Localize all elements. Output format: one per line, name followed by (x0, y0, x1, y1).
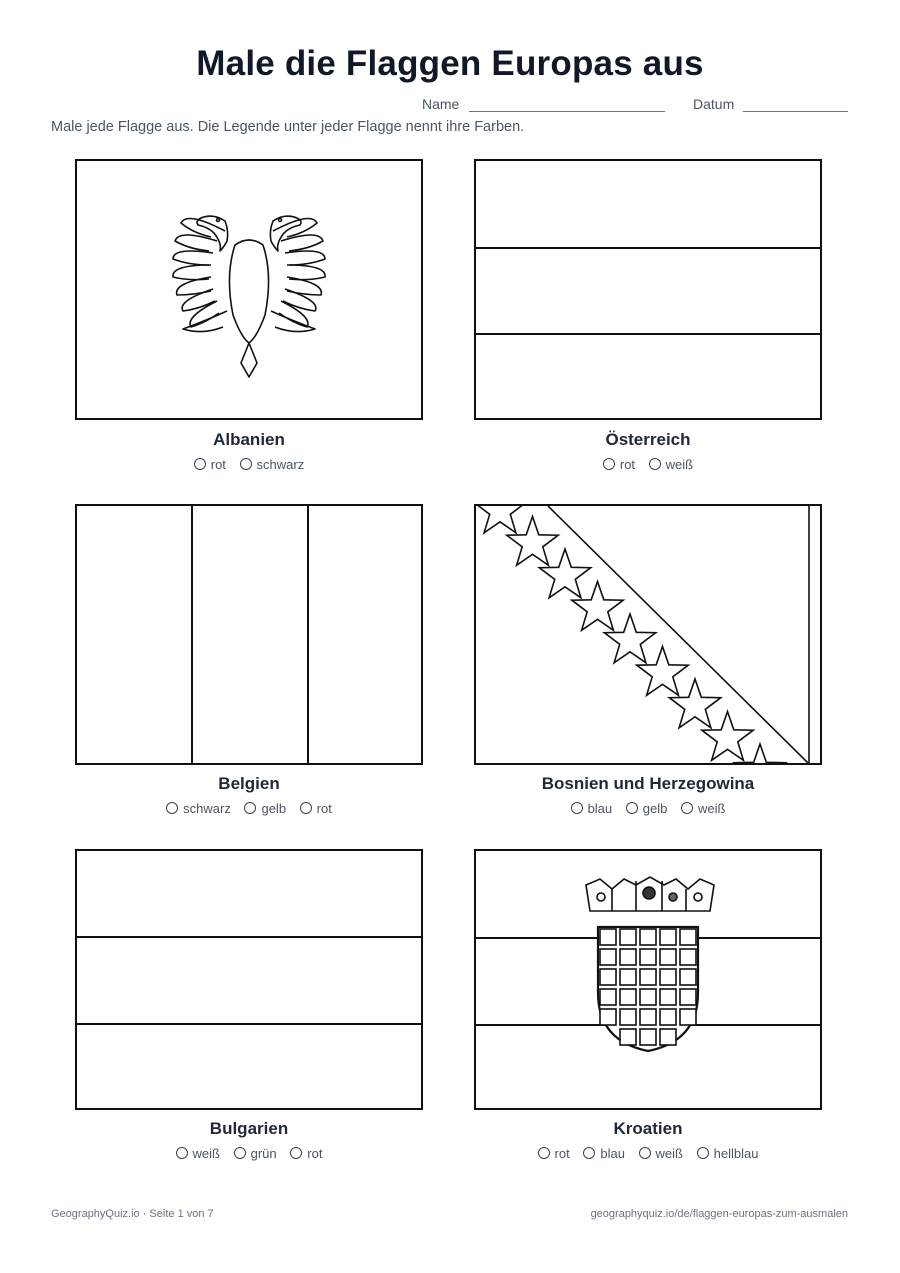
color-legend (75, 1146, 423, 1161)
checker-square (620, 1009, 636, 1025)
legend-item: weiß (681, 801, 725, 816)
checker-square (660, 929, 676, 945)
swatch-circle (649, 458, 661, 470)
checker-square (640, 1009, 656, 1025)
star-icon (539, 549, 590, 598)
page-title: Male die Flaggen Europas aus (196, 44, 704, 83)
legend-item: weiß (176, 1146, 220, 1161)
checker-square (660, 989, 676, 1005)
star-icon (604, 614, 655, 663)
date-label: Datum (693, 96, 735, 112)
swatch-circle (639, 1147, 651, 1159)
checker-square (660, 949, 676, 965)
flag-croatia[interactable] (474, 849, 822, 1110)
checker-square (640, 949, 656, 965)
star-icon (507, 517, 558, 566)
instructions: Male jede Flagge aus. Die Legende unter jeder Flagge nennt ihre Farben. (51, 119, 525, 135)
swatch-circle (300, 802, 312, 814)
swatch-circle (290, 1147, 302, 1159)
checker-square (680, 929, 696, 945)
checker-square (680, 1009, 696, 1025)
color-legend (474, 1146, 822, 1161)
star-icon (476, 506, 526, 533)
flag-name: Albanien (213, 430, 285, 449)
legend-item: blau (583, 1146, 625, 1161)
flag-austria[interactable] (474, 159, 822, 420)
checker-square (600, 969, 616, 985)
flag-belgium[interactable] (75, 504, 423, 765)
swatch-circle (697, 1147, 709, 1159)
checker-square (620, 1029, 636, 1045)
color-legend (75, 457, 423, 472)
legend-item: schwarz (166, 801, 231, 816)
flag-name: Bosnien und Herzegowina (541, 774, 755, 793)
checker-square (680, 949, 696, 965)
checker-square (640, 929, 656, 945)
swatch-circle (538, 1147, 550, 1159)
checker-square (680, 969, 696, 985)
swatch-circle (244, 802, 256, 814)
swatch-circle (571, 802, 583, 814)
flag-albania[interactable] (75, 159, 423, 420)
legend-item: gelb (626, 801, 668, 816)
flag-bulgaria[interactable] (75, 849, 423, 1110)
color-legend (474, 801, 822, 816)
swatch-circle (583, 1147, 595, 1159)
stripes (77, 506, 421, 763)
color-legend (474, 457, 822, 472)
checker-square (640, 989, 656, 1005)
checker-square (620, 989, 636, 1005)
legend-item: schwarz (240, 457, 305, 472)
swatch-circle (176, 1147, 188, 1159)
legend-item: hellblau (697, 1146, 759, 1161)
legend-item: blau (571, 801, 613, 816)
flag-name: Österreich (605, 430, 691, 449)
legend-item: weiß (639, 1146, 683, 1161)
legend-item: rot (194, 457, 226, 472)
checker-square (620, 929, 636, 945)
swatch-circle (681, 802, 693, 814)
swatch-circle (166, 802, 178, 814)
star-icon (669, 679, 720, 728)
legend-item: gelb (244, 801, 286, 816)
legend-item: rot (538, 1146, 570, 1161)
legend-item: rot (290, 1146, 322, 1161)
checker-square (680, 989, 696, 1005)
swatch-circle (240, 458, 252, 470)
legend-item: rot (603, 457, 635, 472)
swatch-circle (194, 458, 206, 470)
checker-square (620, 969, 636, 985)
legend-item: rot (300, 801, 332, 816)
checker-square (660, 969, 676, 985)
flag-name: Belgien (218, 774, 280, 793)
checker-square (640, 1029, 656, 1045)
checker-square (620, 949, 636, 965)
checker-square (600, 949, 616, 965)
swatch-circle (234, 1147, 246, 1159)
stripes (77, 851, 421, 1108)
checker-square (660, 1009, 676, 1025)
checker-square (600, 1009, 616, 1025)
legend-item: weiß (649, 457, 693, 472)
eagle-emblem (77, 161, 421, 418)
footer-page-info: GeographyQuiz.io · Seite 1 von 7 (51, 1208, 214, 1220)
stripes-and-coat-of-arms (476, 851, 820, 1108)
checker-square (600, 989, 616, 1005)
flag-name: Kroatien (613, 1119, 683, 1138)
star-icon (572, 582, 623, 631)
flag-bosnia[interactable] (474, 504, 822, 765)
color-legend (75, 801, 423, 816)
swatch-circle (626, 802, 638, 814)
checker-square (600, 929, 616, 945)
date-field[interactable] (743, 111, 848, 112)
triangle-and-stars (476, 506, 820, 763)
stripes (476, 161, 820, 418)
legend-item: grün (234, 1146, 277, 1161)
swatch-circle (603, 458, 615, 470)
checker-square (660, 1029, 676, 1045)
flag-name: Bulgarien (209, 1119, 289, 1138)
name-label: Name (422, 96, 460, 112)
checker-square (640, 969, 656, 985)
star-icon (637, 647, 688, 696)
footer-url: geographyquiz.io/de/flaggen-europas-zum-ausmalen (590, 1208, 848, 1220)
star-icon (702, 712, 753, 761)
name-field[interactable] (469, 111, 665, 112)
